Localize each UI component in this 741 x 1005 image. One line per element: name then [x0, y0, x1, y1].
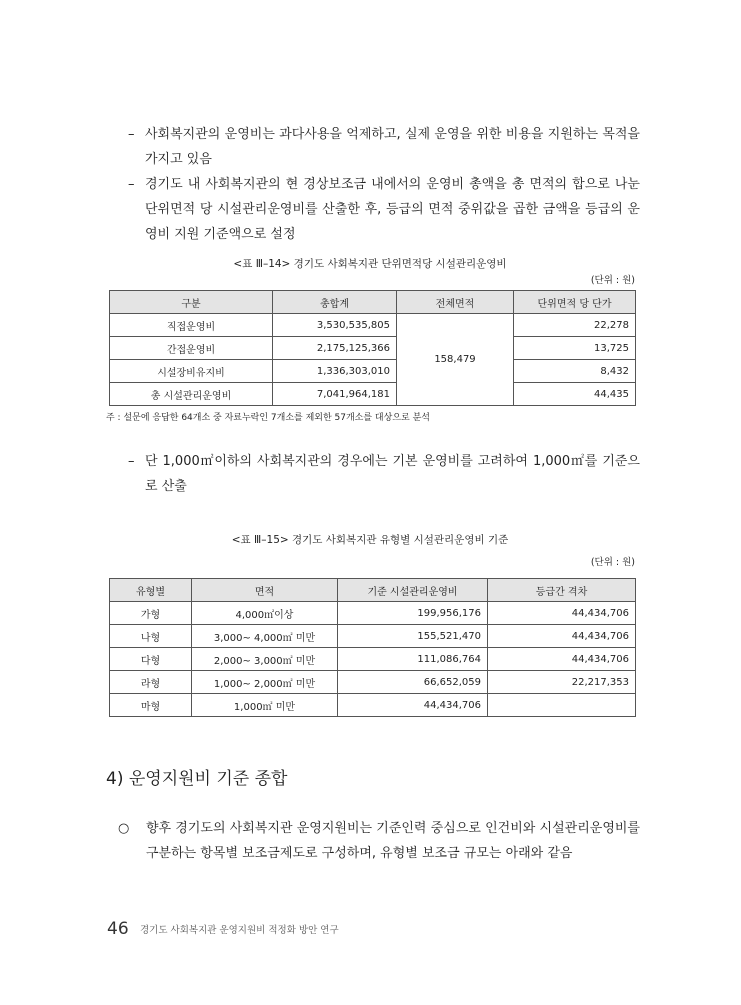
- table2-cell-area: 1,000㎡ 미만: [192, 694, 338, 717]
- table-row: [110, 314, 636, 337]
- table2-cell-base: 66,652,059: [338, 671, 488, 694]
- table1-cell-total: 7,041,964,181: [273, 383, 397, 406]
- table2-cell-area: 1,000~ 2,000㎡ 미만: [192, 671, 338, 694]
- table2-cell-gap: 22,217,353: [488, 671, 636, 694]
- table1-header: 구분: [110, 291, 273, 314]
- table1-header: 총합계: [273, 291, 397, 314]
- table2-cell-area: 2,000~ 3,000㎡ 미만: [192, 648, 338, 671]
- running-title: 경기도 사회복지관 운영지원비 적정화 방안 연구: [140, 925, 339, 936]
- table2: [109, 578, 636, 717]
- table1-cell-label: 시설장비유지비: [110, 360, 273, 383]
- bullet-text: 경기도 내 사회복지관의 현 경상보조금 내에서의 운영비 총액을 총 면적의 합으로 나눈 단위면적 당 시설관리운영비를 산출한 후, 등급의 면적 중위값을 곱한 금액을 등급의 운영비 지원 기준액으로 설정: [145, 177, 640, 242]
- table-row: [110, 625, 636, 648]
- table-row: [110, 360, 636, 383]
- table2-cell-base: 111,086,764: [338, 648, 488, 671]
- table1-cell-label: 직접운영비: [110, 314, 273, 337]
- table1-header-row: [110, 291, 636, 314]
- table1-note: 주 : 설문에 응답한 64개소 중 자료누락인 7개소를 제외한 57개소를 대상으로 분석: [106, 413, 430, 423]
- table2-cell-type: 가형: [110, 602, 192, 625]
- table1-cell-label: 총 시설관리운영비: [110, 383, 273, 406]
- table1-cell-total: 3,530,535,805: [273, 314, 397, 337]
- bullet-minimum-area: [128, 449, 640, 499]
- table2-cell-gap: 44,434,706: [488, 602, 636, 625]
- table1-cell-total: 2,175,125,366: [273, 337, 397, 360]
- table2-cell-gap: 44,434,706: [488, 648, 636, 671]
- table1-unit: (단위 : 원): [590, 275, 635, 286]
- table1: [109, 290, 636, 406]
- table-row: [110, 337, 636, 360]
- bullet-method: [128, 172, 640, 247]
- table2-cell-gap: 44,434,706: [488, 625, 636, 648]
- table2-cell-gap: [488, 694, 636, 717]
- dash-marker: –: [128, 454, 135, 469]
- table1-cell-total: 1,336,303,010: [273, 360, 397, 383]
- dash-marker: –: [128, 127, 135, 142]
- table2-caption: <표 Ⅲ–15> 경기도 사회복지관 유형별 시설관리운영비 기준: [231, 534, 509, 546]
- table1-cell-area: 158,479: [397, 314, 514, 406]
- bullet-text: 단 1,000㎡이하의 사회복지관의 경우에는 기본 운영비를 고려하여 1,000㎡를 기준으로 산출: [145, 454, 640, 494]
- table2-cell-type: 마형: [110, 694, 192, 717]
- table1-header: 전체면적: [397, 291, 514, 314]
- page-number: 46: [107, 919, 129, 939]
- table-row: [110, 648, 636, 671]
- table2-cell-area: 3,000~ 4,000㎡ 미만: [192, 625, 338, 648]
- table2-unit: (단위 : 원): [590, 557, 635, 568]
- bullet-text: 사회복지관의 운영비는 과다사용을 억제하고, 실제 운영을 위한 비용을 지원하는 목적을 가지고 있음: [145, 127, 640, 167]
- dash-marker: –: [128, 177, 135, 192]
- section-heading: 4) 운영지원비 기준 종합: [106, 769, 288, 789]
- table1-cell-label: 간접운영비: [110, 337, 273, 360]
- table2-cell-area: 4,000㎡이상: [192, 602, 338, 625]
- table2-cell-type: 라형: [110, 671, 192, 694]
- table2-cell-type: 나형: [110, 625, 192, 648]
- table1-cell-unit-price: 8,432: [514, 360, 636, 383]
- table1-caption: <표 Ⅲ–14> 경기도 사회복지관 단위면적당 시설관리운영비: [233, 258, 507, 270]
- table-row: [110, 383, 636, 406]
- table-row: [110, 694, 636, 717]
- table1-cell-unit-price: 22,278: [514, 314, 636, 337]
- table2-cell-type: 다형: [110, 648, 192, 671]
- table2-cell-base: 155,521,470: [338, 625, 488, 648]
- summary-paragraph: [118, 816, 640, 866]
- table2-header: 등급간 격차: [488, 579, 636, 602]
- paragraph-text: 향후 경기도의 사회복지관 운영지원비는 기준인력 중심으로 인건비와 시설관리운영비를 구분하는 항목별 보조금제도로 구성하며, 유형별 보조금 규모는 아래와 같음: [146, 821, 640, 861]
- table2-cell-base: 44,434,706: [338, 694, 488, 717]
- table2-header-row: [110, 579, 636, 602]
- table2-header: 기준 시설관리운영비: [338, 579, 488, 602]
- table1-cell-unit-price: 13,725: [514, 337, 636, 360]
- table1-header: 단위면적 당 단가: [514, 291, 636, 314]
- table-row: [110, 602, 636, 625]
- table2-cell-base: 199,956,176: [338, 602, 488, 625]
- table2-header: 유형별: [110, 579, 192, 602]
- table-row: [110, 671, 636, 694]
- circle-marker: ○: [118, 821, 130, 836]
- bullet-purpose: [128, 122, 640, 172]
- table1-cell-unit-price: 44,435: [514, 383, 636, 406]
- table2-header: 면적: [192, 579, 338, 602]
